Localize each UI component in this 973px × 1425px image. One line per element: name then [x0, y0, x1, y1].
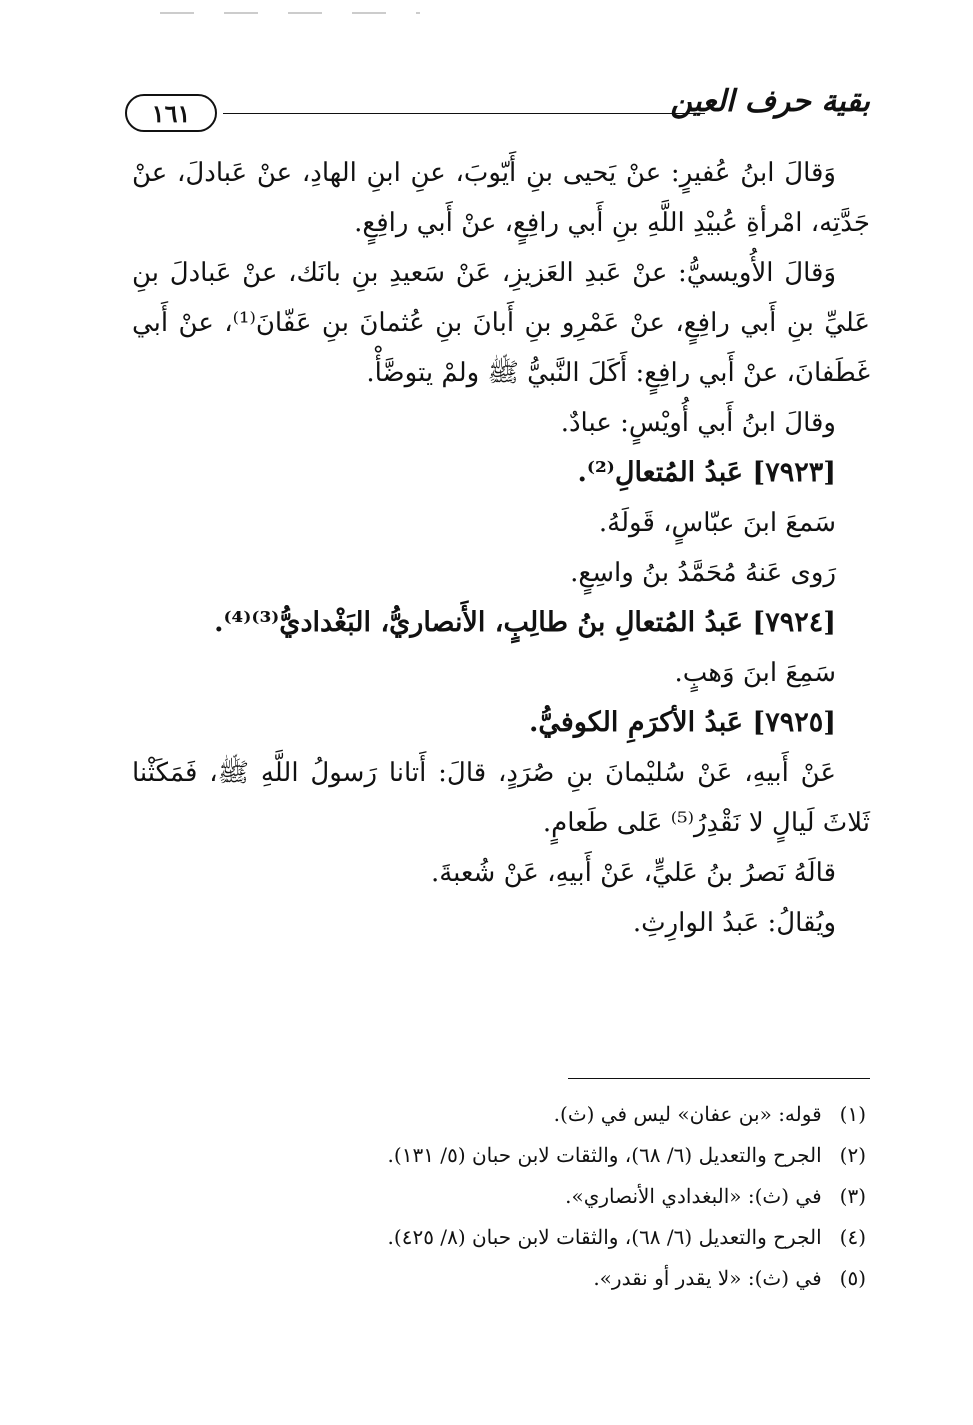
entry-number: [٧٩٢٤] [752, 607, 836, 638]
paragraph: وقالَ ابنُ أَبي أُويْسٍ: عبادٌ. [560, 408, 836, 438]
paragraph: سَمعَ ابنَ عبّاسٍ، قَولَهُ. [598, 508, 836, 538]
paragraph: قالَهُ نَصرُ بنُ عَليٍّ، عَنْ أَبيهِ، عَنْ شُعبةَ. [430, 858, 836, 888]
page-header [125, 82, 870, 138]
paragraph: رَوى عَنهُ مُحَمَّدُ بنُ واسِعٍ. [570, 558, 836, 588]
paragraph: وَقالَ ابنُ عُفيرٍ: عنْ يَحيى بنِ أَيّوبَ، عنِ ابنِ الهادِ، عنْ عَبادلَ، عنْ جَدَّتِه، امْرأةِ عُبيْدِ اللَّهِ بنِ أَبي رافِعٍ، عنْ أَبي رافِعٍ. [132, 158, 870, 238]
entry-heading [132, 598, 870, 648]
paragraph: وَقالَ الأُويسيُّ: عنْ عَبدِ العَزيزِ، عَنْ سَعيدِ بنِ بانَك، عنْ عَبادلَ بنِ عَليِّ بنِ أَبي رافِعٍ، عنْ عَمْرِو بنِ أَبانَ بنِ عُثمانَ بنِ عَفّانَ⁽¹⁾، عنْ أَبي غَطَفانَ، عنْ أَبي رافِعٍ: أَكَلَ النَّبيُّ ﷺ ولمْ يتوضَّأْ. [132, 258, 870, 388]
footnote [132, 1135, 870, 1176]
paragraph: ويُقالُ: عَبدُ الوارِثِ. [632, 908, 836, 938]
entry-number: [٧٩٢٣] [752, 457, 836, 488]
footnote-separator [568, 1078, 870, 1079]
footnote-text: قوله: «بن عفان» ليس في (ث). [553, 1102, 822, 1126]
footnote-text: الجرح والتعديل (٦/ ٦٨)، والثقات لابن حبان (٥/ ١٣١). [387, 1143, 822, 1167]
footnote-number: (١) [839, 1102, 866, 1126]
entry-name: عَبدُ المُتعالِ⁽²⁾. [577, 457, 744, 488]
footnote-text: الجرح والتعديل (٦/ ٦٨)، والثقات لابن حبان (٨/ ٤٢٥). [387, 1225, 822, 1249]
main-text [132, 148, 870, 948]
entry-name: عَبدُ المُتعالِ بنُ طالِبٍ، الأَنصاريُّ، البَغْداديُّ⁽³⁾⁽⁴⁾. [214, 607, 744, 638]
paragraph: سَمِعَ ابنَ وَهبٍ. [674, 658, 836, 688]
page-number: ١٦١ [151, 98, 191, 128]
footnote-text: في (ث): «البغدادي الأنصاري». [565, 1184, 822, 1208]
entry-name: عَبدُ الأكرَمِ الكوفيُّ. [529, 707, 744, 738]
footnote-number: (٣) [839, 1184, 866, 1208]
footnote-number: (٤) [839, 1225, 866, 1249]
footnote [132, 1258, 870, 1299]
running-title: بقية حرف العين [670, 84, 870, 119]
entry-number: [٧٩٢٥] [752, 707, 836, 738]
entry-heading [132, 698, 870, 748]
header-rule [223, 113, 705, 114]
entry-heading [132, 448, 870, 498]
top-edge-marks [160, 12, 420, 14]
footnote-number: (٥) [839, 1266, 866, 1290]
paragraph: عَنْ أَبيهِ، عَنْ سُليْمانَ بنِ صُرَدٍ، قالَ: أَتانا رَسولُ اللَّهِ ﷺ، فَمَكَثْنا ثَلاثَ لَيالٍ لا نَقْدِرُ⁽⁵⁾ عَلى طَعامٍ. [132, 758, 870, 838]
footnote [132, 1094, 870, 1135]
footnotes [132, 1094, 870, 1299]
footnote-number: (٢) [839, 1143, 866, 1167]
page-number-badge [125, 94, 217, 132]
footnote [132, 1217, 870, 1258]
footnote-text: في (ث): «لا يقدر أو نقدر». [593, 1266, 822, 1290]
footnote [132, 1176, 870, 1217]
